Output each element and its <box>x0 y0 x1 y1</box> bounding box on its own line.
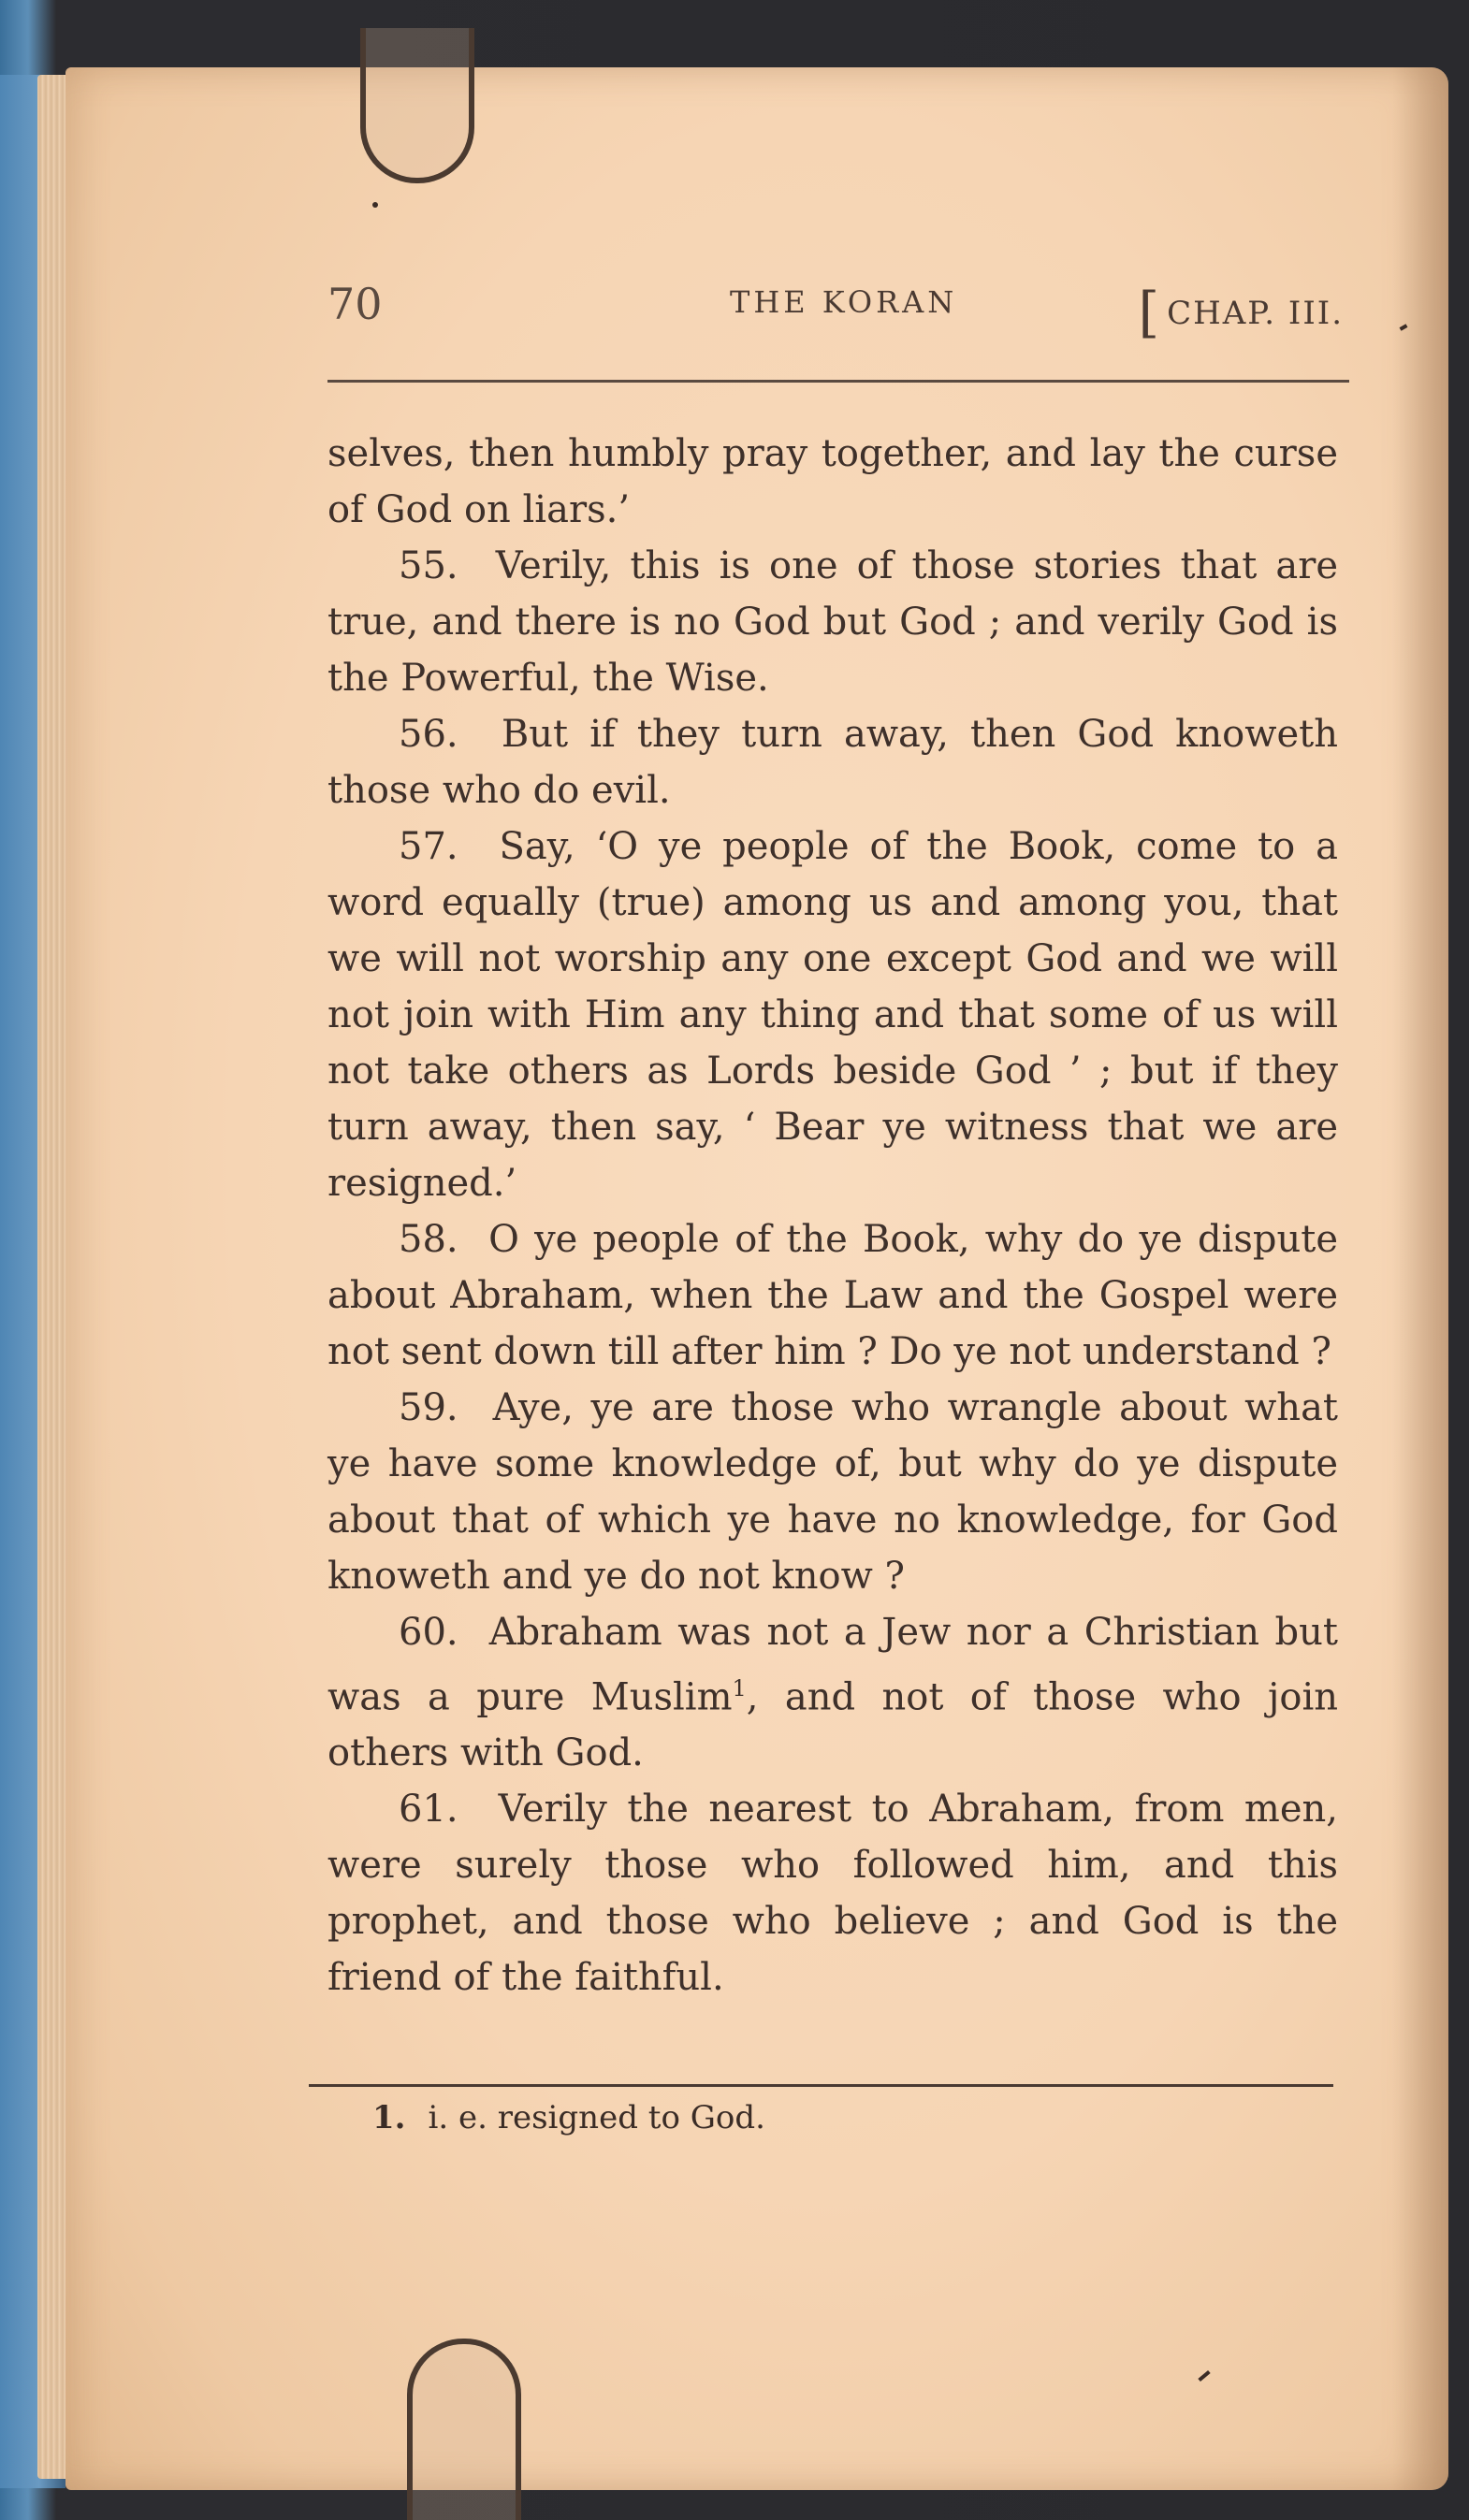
verse-text: Verily the nearest to Abraham, from men, were surely those who followed him, and this prophet, and those who believe ; and God is the friend of the faithful. <box>327 1788 1338 2000</box>
header-rule <box>327 380 1349 383</box>
verse-58 <box>327 1211 1338 1380</box>
page-number: 70 <box>327 279 383 329</box>
page-shadow <box>1392 67 1448 2490</box>
footnote-rule <box>309 2084 1333 2087</box>
continuation-paragraph: selves, then humbly pray together, and lay the curse of God on liars.’ <box>327 432 1338 531</box>
page-clip-bottom <box>407 2339 521 2520</box>
verse-number: 57. <box>399 825 458 868</box>
running-header <box>327 271 1347 344</box>
body-text <box>327 426 1338 2006</box>
verse-text: Aye, ye are those who wrangle about what ye have some knowledge of, but why do ye dispute about that of which ye have no knowledge, for God knoweth and ye do not know ? <box>327 1386 1338 1598</box>
verse-55 <box>327 538 1338 706</box>
verse-56 <box>327 706 1338 818</box>
verse-number: 56. <box>399 713 458 756</box>
page-clip-top <box>360 28 474 183</box>
verse-text: Verily, this is one of those stories that are true, and there is no God but God ; and verily God is the Powerful, the Wise. <box>327 544 1338 700</box>
verse-text: Abraham was not a Jew nor a Christian but was a pure Muslim <box>327 1611 1338 1719</box>
verse-number: 60. <box>399 1611 458 1654</box>
chapter-text: CHAP. III. <box>1167 295 1344 332</box>
chapter-bracket: [ <box>1138 281 1162 344</box>
verse-number: 61. <box>399 1788 458 1832</box>
verse-61 <box>327 1781 1338 2006</box>
verse-number: 58. <box>399 1218 458 1261</box>
verse-text-continued: , and not of those who join others with God. <box>327 1675 1339 1775</box>
footnote-marker: 1 <box>732 1675 747 1702</box>
chapter-label <box>1138 281 1344 344</box>
footnote <box>372 2099 765 2136</box>
footnote-text: i. e. resigned to God. <box>428 2099 765 2136</box>
footnote-number: 1. <box>372 2099 406 2136</box>
verse-text: But if they turn away, then God knoweth those who do evil. <box>327 713 1338 812</box>
verse-text: Say, ‘O ye people of the Book, come to a word equally (true) among us and among you, that we will not worship any one except God and we will not join with Him any thing and that some of us will not take others as Lords beside God ’ ; but if they turn away, then say, ‘ Bear ye witness that we are resigned.’ <box>327 825 1338 1205</box>
verse-text: O ye people of the Book, why do ye dispute about Abraham, when the Law and the Gospel were not sent down till after him ? Do ye not understand ? <box>327 1218 1338 1373</box>
verse-number: 59. <box>399 1386 458 1429</box>
verse-59 <box>327 1380 1338 1604</box>
verse-60 <box>327 1604 1338 1781</box>
running-title: THE KORAN <box>730 284 958 320</box>
verse-number: 55. <box>399 544 458 587</box>
verse-57 <box>327 818 1338 1211</box>
ink-speck <box>372 202 378 208</box>
